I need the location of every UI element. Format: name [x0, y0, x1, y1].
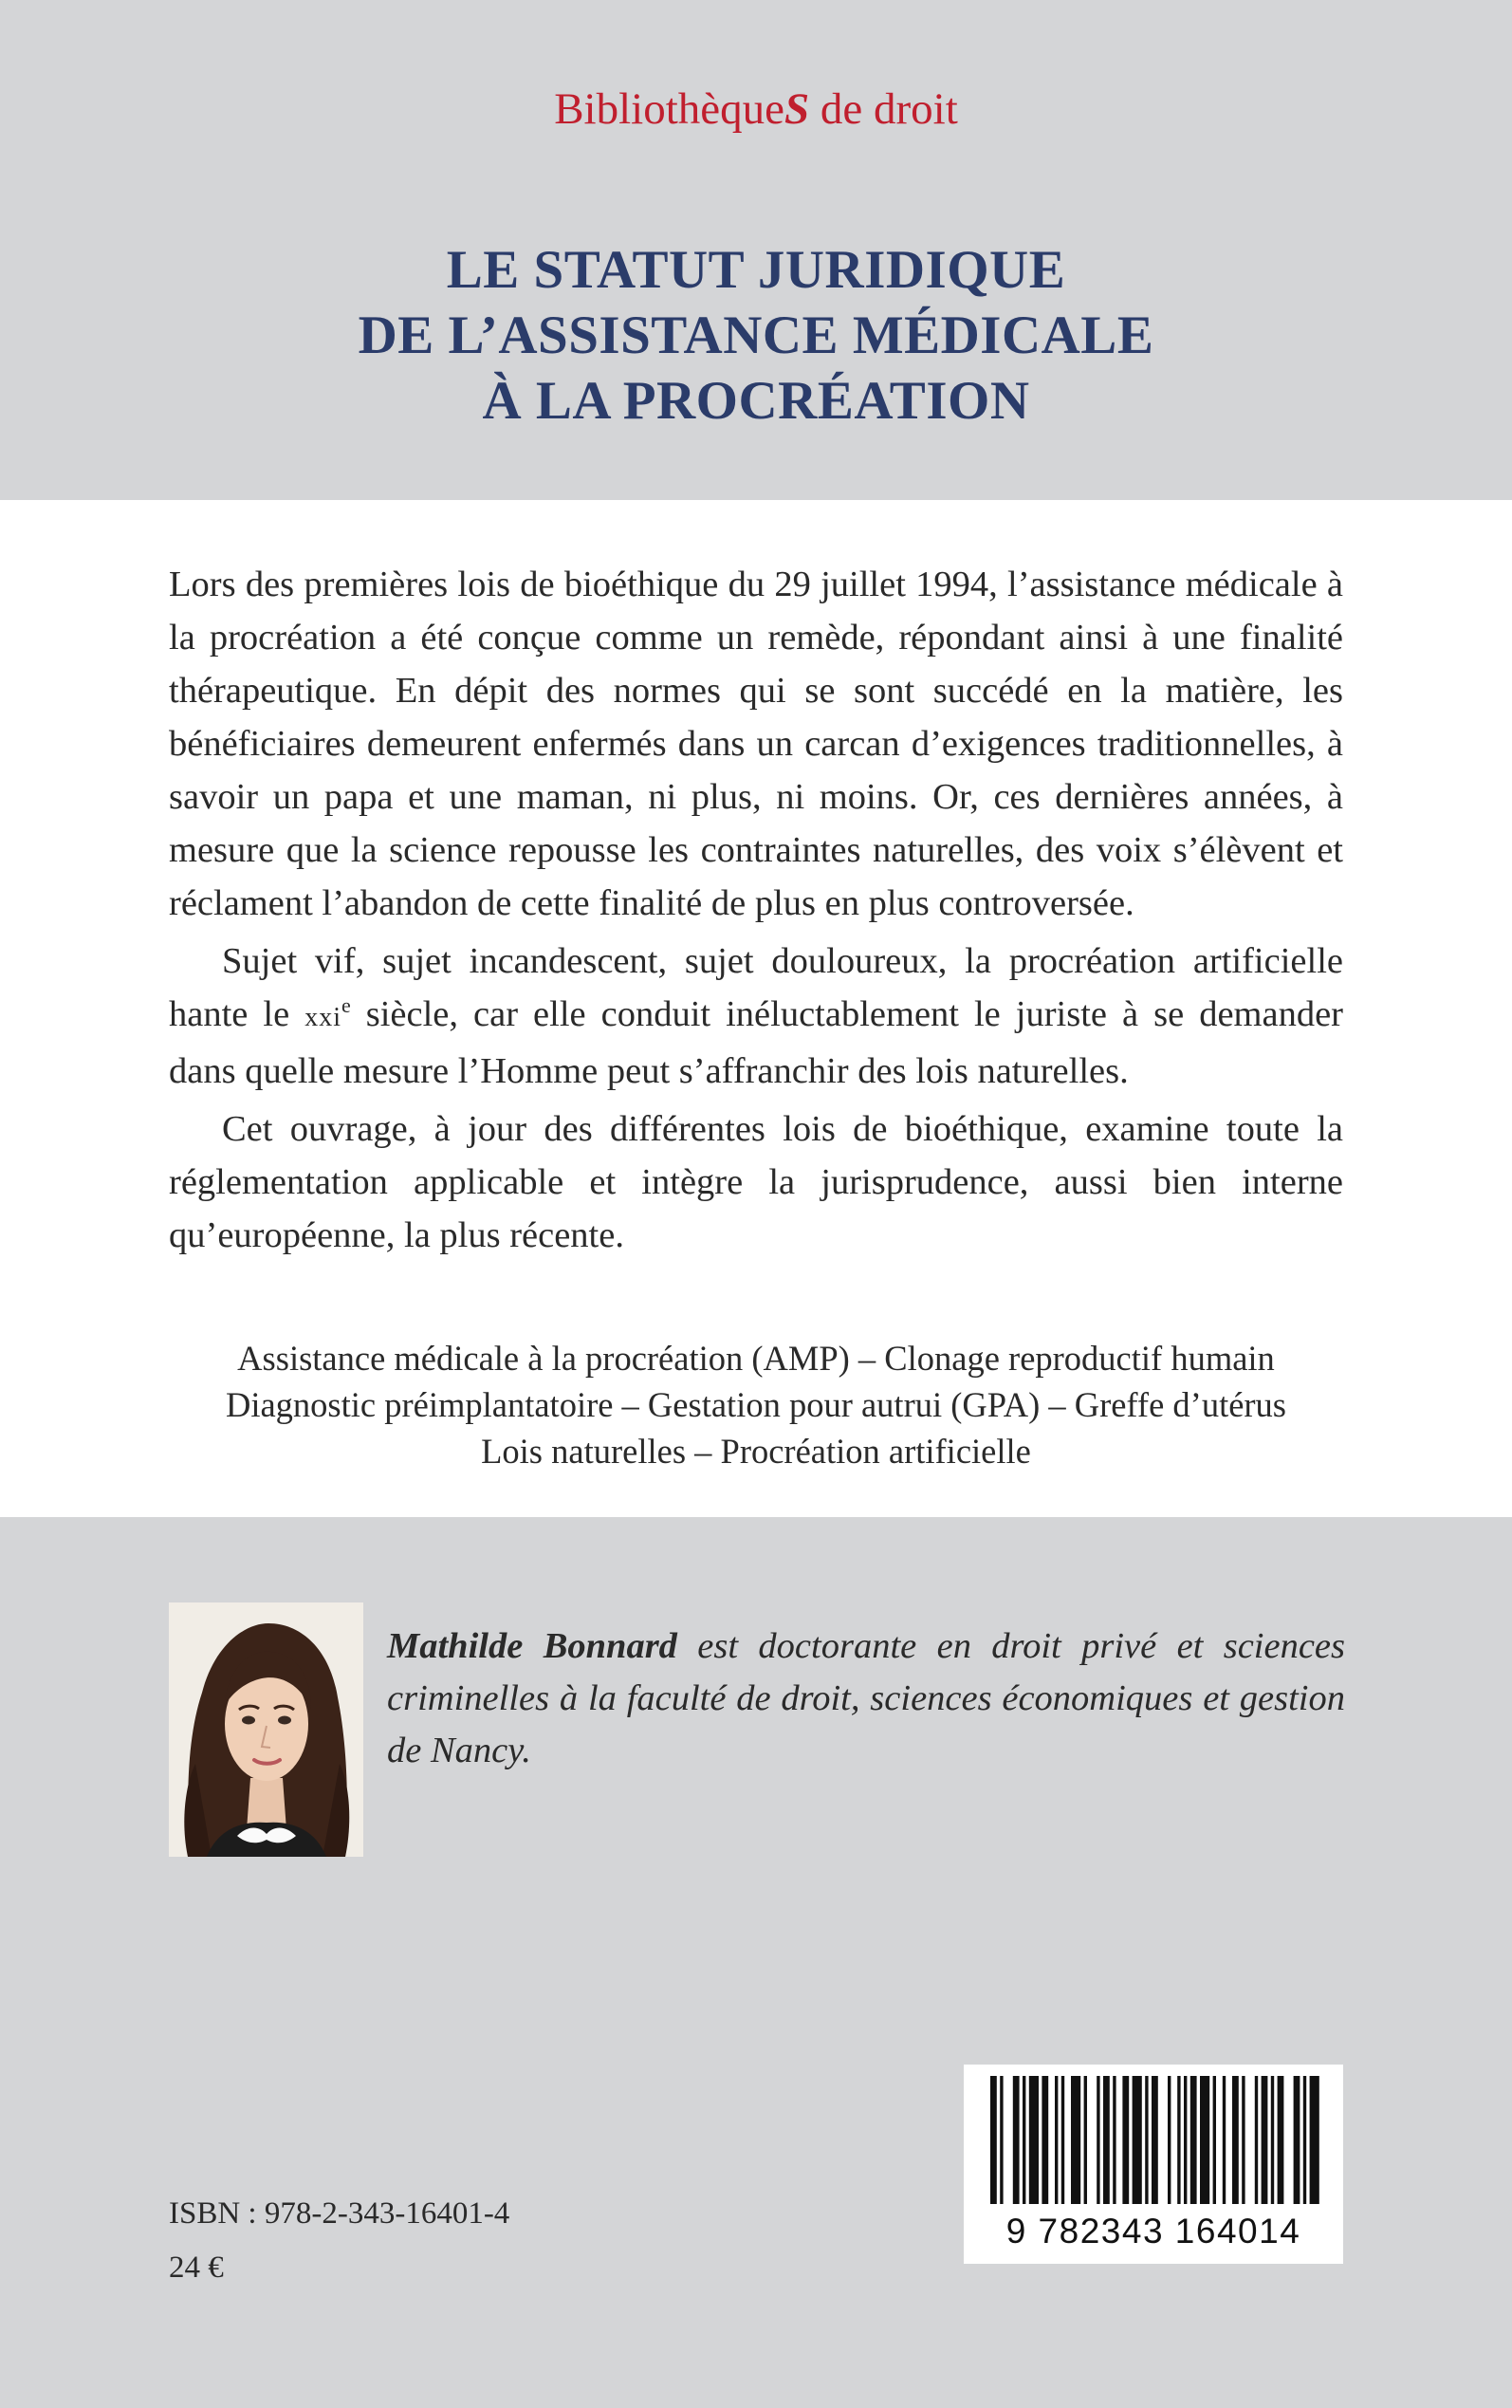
barcode-bar — [1232, 2076, 1239, 2204]
keywords-line-3: Lois naturelles – Procréation artificielle — [481, 1432, 1031, 1471]
book-title — [0, 237, 1512, 434]
barcode-bar — [1213, 2076, 1216, 2204]
summary-paragraph-2-end: siècle, car elle conduit inéluctablement le juriste à se demander dans quelle mesure l’Homme peut s’affranchir des lois naturelles. — [169, 994, 1343, 1091]
price: 24 € — [169, 2251, 224, 2285]
isbn: ISBN : 978-2-343-16401-4 — [169, 2196, 510, 2231]
keywords — [0, 1335, 1512, 1474]
author-name: Mathilde Bonnard — [387, 1626, 677, 1666]
summary-paragraph-1: Lors des premières lois de bioéthique du 29 juillet 1994, l’assistance médicale à la procréation a été conçue comme un remède, répondant ainsi à une finalité thérapeutique. En dépit des normes qui se sont succédé en la matière, les bénéficiaires demeurent enfermés dans un carcan d’exigences traditionnelles, à savoir un papa et une maman, ni plus, ni moins. Or, ces dernières années, à mesure que la science repousse les contraintes naturelles, des voix s’élèvent et réclament l’abandon de cette finalité de plus en plus controversée. — [169, 565, 1343, 923]
barcode-bar — [1097, 2076, 1099, 2204]
series-title-part2: de droit — [809, 84, 958, 134]
book-title-line-1: LE STATUT JURIDIQUE — [446, 240, 1066, 300]
barcode-bar — [1055, 2076, 1058, 2204]
author-photo — [169, 1602, 363, 1857]
series-title — [0, 83, 1512, 135]
barcode-bar — [1310, 2076, 1319, 2204]
barcode-bar — [1184, 2076, 1187, 2204]
summary-paragraph-3: Cet ouvrage, à jour des différentes lois de bioéthique, examine toute la réglementation applicable et intègre la jurisprudence, aussi bien interne qu’européenne, la plus récente. — [169, 1109, 1343, 1255]
barcode-bar — [1223, 2076, 1226, 2204]
summary-paragraph-2-start: Sujet vif, sujet incandescent, sujet douloureux, la procréation artificielle hante le — [169, 941, 1343, 1034]
summary-text — [169, 558, 1343, 1262]
barcode-bar — [1168, 2076, 1171, 2204]
barcode-bar — [1255, 2076, 1258, 2204]
barcode-bar — [1190, 2076, 1197, 2204]
barcode-bar — [1145, 2076, 1148, 2204]
author-bio-text: est doctorante en droit privé et sciences criminelles à la faculté de droit, sciences économiques et gestion de Nancy. — [387, 1626, 1346, 1770]
century-superscript: e — [341, 993, 351, 1017]
series-title-part1: Bibliothèque — [554, 84, 785, 134]
author-bio — [387, 1621, 1345, 1777]
barcode-digits: 9 782343 164014 — [1005, 2212, 1301, 2251]
series-title-accent: S — [784, 84, 810, 134]
century-numeral: xxi — [304, 1003, 341, 1032]
barcode-bar — [990, 2076, 997, 2204]
barcode — [964, 2065, 1343, 2264]
barcode-bar — [1000, 2076, 1003, 2204]
book-title-line-3: À LA PROCRÉATION — [482, 371, 1030, 431]
barcode-bar — [1071, 2076, 1080, 2204]
author-portrait-illustration — [169, 1602, 363, 1857]
barcode-bar — [1271, 2076, 1274, 2204]
barcode-bar — [1303, 2076, 1306, 2204]
barcode-bar — [1200, 2076, 1209, 2204]
barcode-bar — [1042, 2076, 1048, 2204]
barcode-bar — [1029, 2076, 1039, 2204]
book-title-line-2: DE L’ASSISTANCE MÉDICALE — [358, 306, 1154, 365]
barcode-bar — [1023, 2076, 1025, 2204]
barcode-bar — [1152, 2076, 1158, 2204]
barcode-bar — [1122, 2076, 1129, 2204]
keywords-line-1: Assistance médicale à la procréation (AMP) – Clonage reproductif humain — [237, 1339, 1275, 1378]
barcode-bar — [1103, 2076, 1110, 2204]
barcode-bar — [1013, 2076, 1020, 2204]
barcode-bars — [964, 2065, 1343, 2207]
barcode-bar — [1242, 2076, 1245, 2204]
barcode-bar — [1278, 2076, 1284, 2204]
barcode-bar — [1262, 2076, 1268, 2204]
barcode-bar — [1113, 2076, 1116, 2204]
keywords-line-2: Diagnostic préimplantatoire – Gestation pour autrui (GPA) – Greffe d’utérus — [225, 1385, 1287, 1424]
barcode-bar — [1294, 2076, 1300, 2204]
barcode-bar — [1084, 2076, 1087, 2204]
barcode-bar — [1177, 2076, 1180, 2204]
barcode-bar — [1061, 2076, 1064, 2204]
summary-paragraph-2 — [169, 935, 1343, 1098]
barcode-bar — [1133, 2076, 1142, 2204]
